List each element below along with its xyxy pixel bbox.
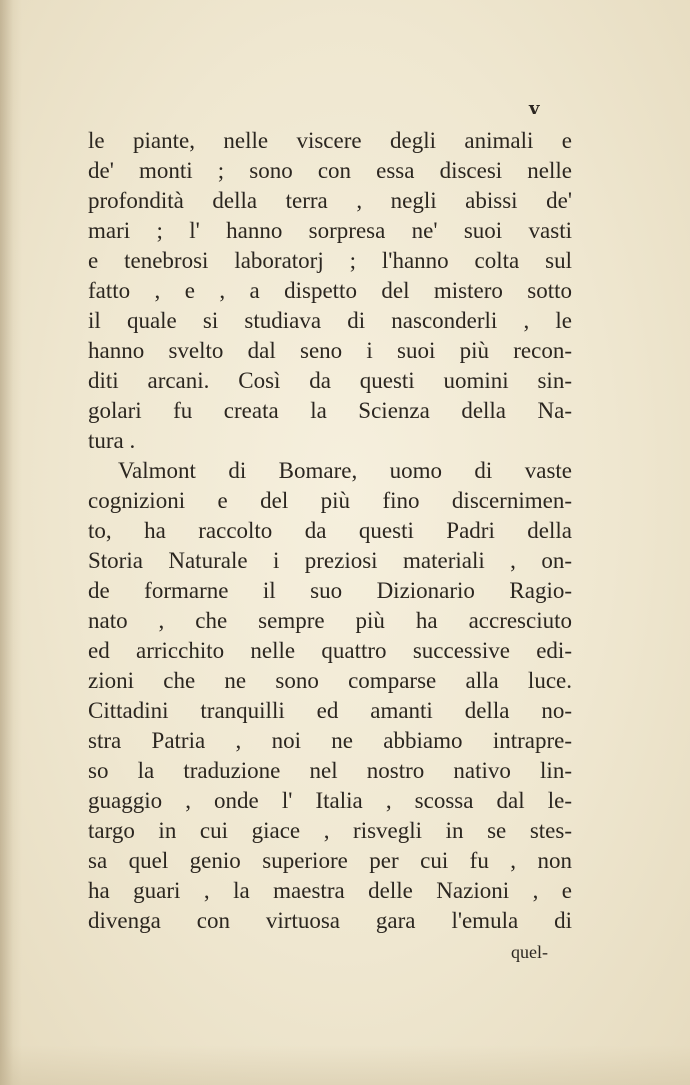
text-line: so la traduzione nel nostro nativo lin- [88, 758, 572, 783]
text-line: nato , che sempre più ha accresciuto [88, 608, 572, 633]
text-line: de formarne il suo Dizionario Ragio- [88, 578, 572, 603]
binding-shadow [0, 0, 22, 1085]
text-line: Storia Naturale i preziosi materiali , on- [88, 548, 572, 573]
text-line: cognizioni e del più fino discernimen- [88, 488, 572, 513]
text-line: divenga con virtuosa gara l'emula di [88, 908, 572, 933]
text-line: diti arcani. Così da questi uomini sin- [88, 368, 572, 393]
text-line: de' monti ; sono con essa discesi nelle [88, 158, 572, 183]
text-line: hanno svelto dal seno i suoi più recon- [88, 338, 572, 363]
text-line: ed arricchito nelle quattro successive edi- [88, 638, 572, 663]
text-line: guaggio , onde l' Italia , scossa dal le- [88, 788, 572, 813]
text-line: profondità della terra , negli abissi de' [88, 188, 572, 213]
text-line: fatto , e , a dispetto del mistero sotto [88, 278, 572, 303]
catchword: quel- [511, 942, 548, 962]
text-line: e tenebrosi laboratorj ; l'hanno colta sul [88, 248, 572, 273]
text-line: to, ha raccolto da questi Padri della [88, 518, 572, 543]
text-line: Valmont di Bomare, uomo di vaste [118, 458, 572, 483]
text-line: il quale si studiava di nasconderli , le [88, 308, 572, 333]
text-line: golari fu creata la Scienza della Na- [88, 398, 572, 423]
text-line: ha guari , la maestra delle Nazioni , e [88, 878, 572, 903]
text-line: sa quel genio superiore per cui fu , non [88, 848, 572, 873]
page-edge-shading [0, 1045, 690, 1085]
text-line: Cittadini tranquilli ed amanti della no- [88, 698, 572, 723]
text-line: tura . [88, 428, 136, 453]
body-text [88, 126, 572, 936]
text-line: stra Patria , noi ne abbiamo intrapre- [88, 728, 572, 753]
text-line: zioni che ne sono comparse alla luce. [88, 668, 572, 693]
text-line: mari ; l' hanno sorpresa ne' suoi vasti [88, 218, 572, 243]
text-line: le piante, nelle viscere degli animali e [88, 128, 572, 153]
page-number: v [529, 98, 540, 119]
text-line: targo in cui giace , risvegli in se stes- [88, 818, 572, 843]
